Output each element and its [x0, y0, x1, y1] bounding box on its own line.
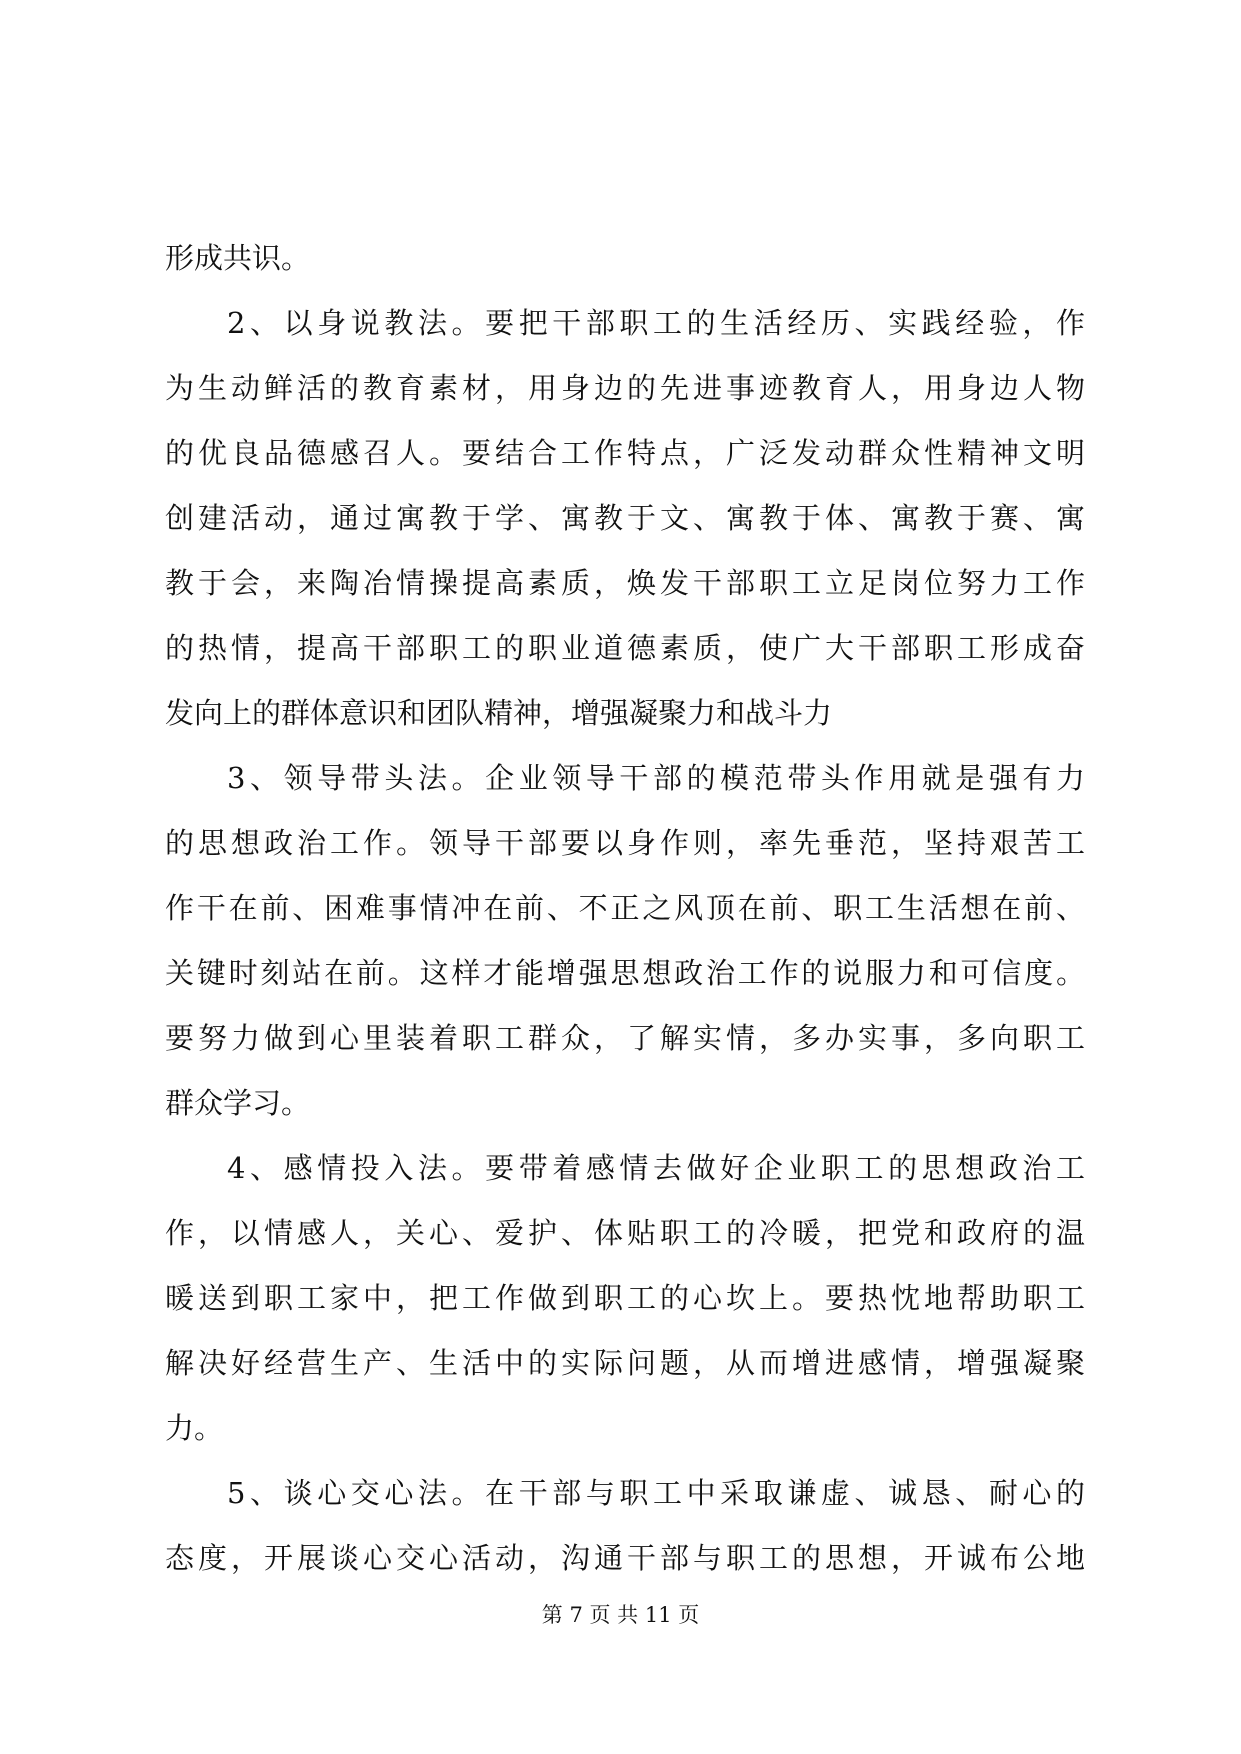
text-line: 形成共识。 [165, 241, 311, 275]
text-line: 关键时刻站在前。这样才能增强思想政治工作的说服力和可信度。 [165, 956, 1085, 990]
text-line: 暖送到职工家中，把工作做到职工的心坎上。要热忱地帮助职工 [165, 1281, 1085, 1315]
body-text [165, 226, 1085, 1591]
text-line: 的热情，提高干部职工的职业道德素质，使广大干部职工形成奋 [165, 631, 1085, 665]
text-line: 2、以身说教法。要把干部职工的生活经历、实践经验，作 [227, 306, 1085, 340]
text-line: 的优良品德感召人。要结合工作特点，广泛发动群众性精神文明 [165, 436, 1085, 470]
text-line: 创建活动，通过寓教于学、寓教于文、寓教于体、寓教于赛、寓 [165, 501, 1085, 535]
text-line: 力。 [165, 1411, 224, 1445]
text-line: 群众学习。 [165, 1086, 311, 1120]
text-line: 4、感情投入法。要带着感情去做好企业职工的思想政治工 [227, 1151, 1085, 1185]
page-footer: 第 7 页 共 11 页 [541, 1603, 700, 1627]
text-line: 作干在前、困难事情冲在前、不正之风顶在前、职工生活想在前、 [165, 891, 1085, 925]
text-line: 5、谈心交心法。在干部与职工中采取谦虚、诚恳、耐心的 [227, 1476, 1085, 1510]
text-line: 要努力做到心里装着职工群众，了解实情，多办实事，多向职工 [165, 1021, 1085, 1055]
text-line: 作，以情感人，关心、爱护、体贴职工的冷暖，把党和政府的温 [165, 1216, 1085, 1250]
text-line: 解决好经营生产、生活中的实际问题，从而增进感情，增强凝聚 [165, 1346, 1085, 1380]
text-line: 的思想政治工作。领导干部要以身作则，率先垂范，坚持艰苦工 [165, 826, 1085, 860]
text-line: 发向上的群体意识和团队精神，增强凝聚力和战斗力 [165, 696, 833, 730]
text-line: 态度，开展谈心交心活动，沟通干部与职工的思想，开诚布公地 [165, 1541, 1085, 1575]
text-line: 教于会，来陶冶情操提高素质，焕发干部职工立足岗位努力工作 [165, 566, 1085, 600]
text-line: 3、领导带头法。企业领导干部的模范带头作用就是强有力 [227, 761, 1085, 795]
text-line: 为生动鲜活的教育素材，用身边的先进事迹教育人，用身边人物 [165, 371, 1085, 405]
